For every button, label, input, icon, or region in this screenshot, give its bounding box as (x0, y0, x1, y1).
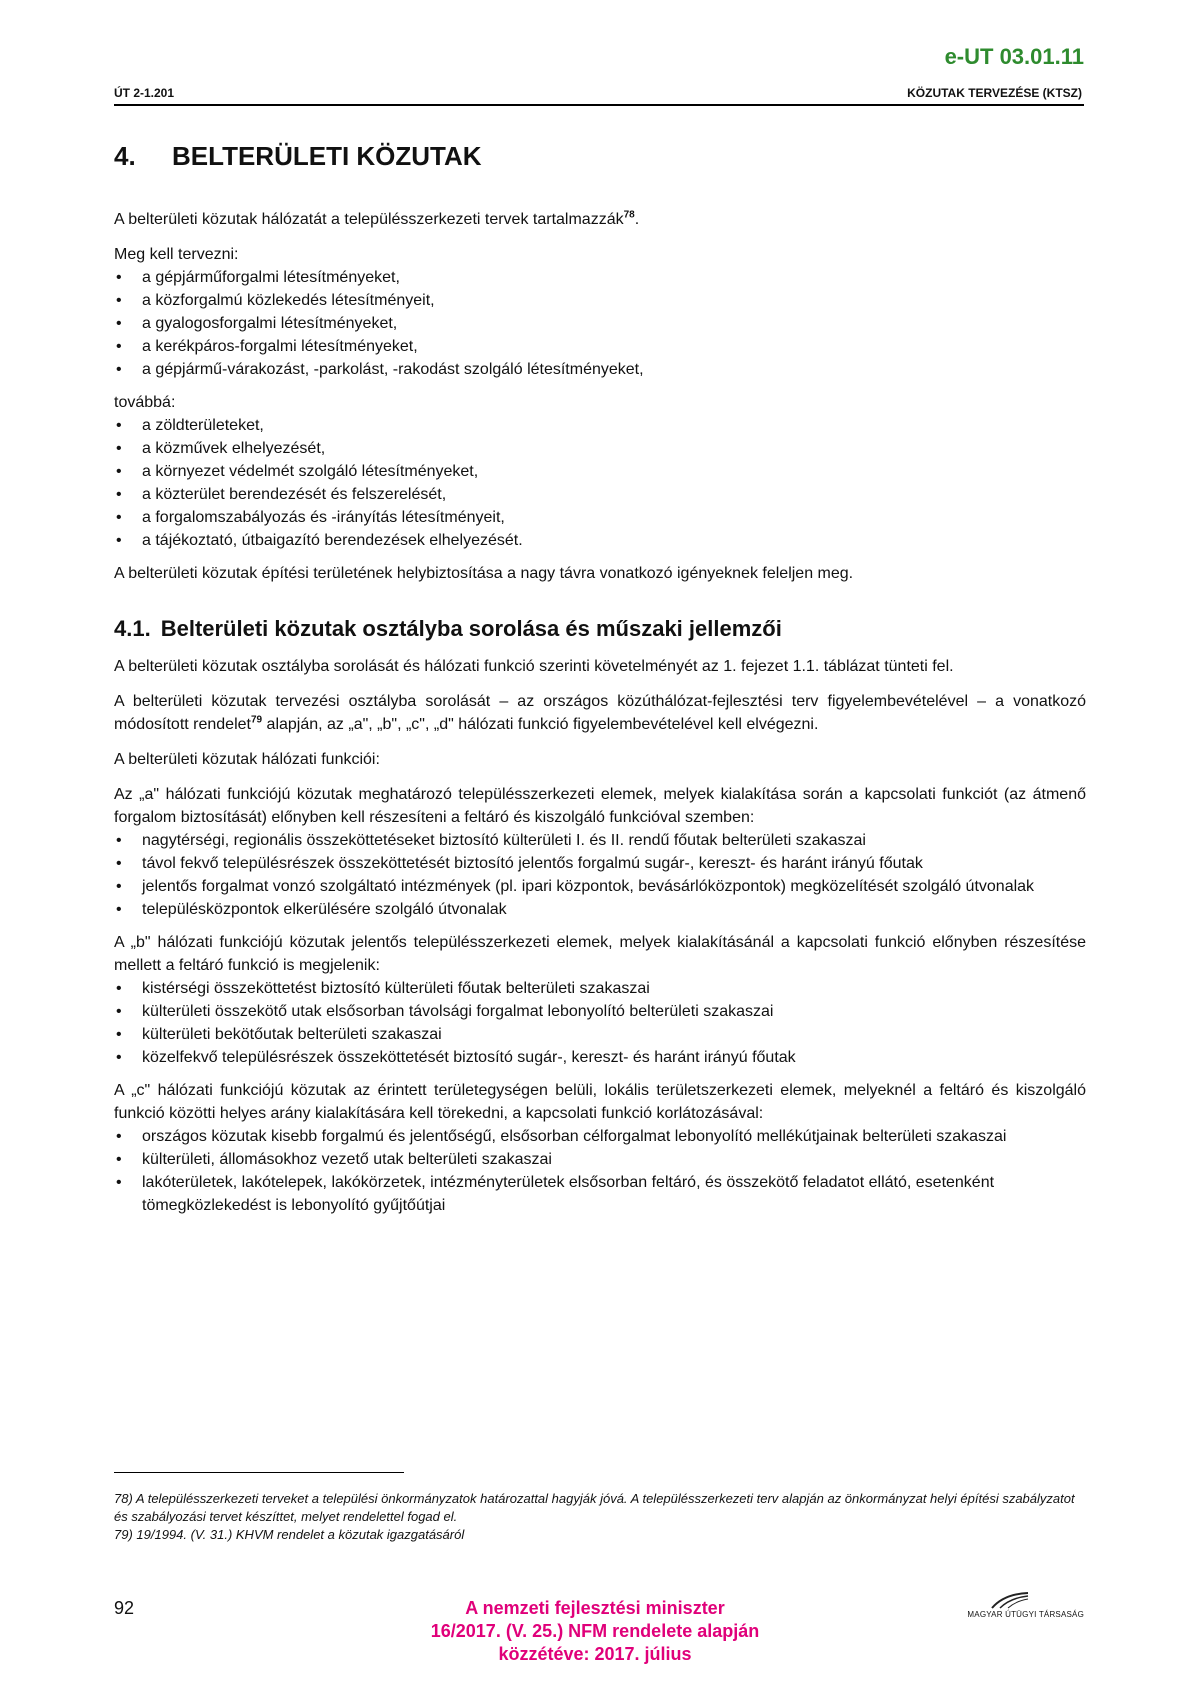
logo-text: MAGYAR ÚTÜGYI TÁRSASÁG (967, 1610, 1084, 1619)
list-item: • a gyalogosforgalmi létesítményeket, (114, 312, 1086, 335)
helybiztositas-paragraph: A belterületi közutak építési területének helybiztosítása a nagy távra vonatkozó igényeknek feleljen meg. (114, 565, 854, 582)
list-item: • a gépjárműforgalmi létesítményeket, (114, 266, 1086, 289)
list-item: • a környezet védelmét szolgáló létesítményeket, (114, 460, 1086, 483)
list-item: • a tájékoztató, útbaigazító berendezések elhelyezését. (114, 529, 1086, 552)
footnote-79: 79) 19/1994. (V. 31.) KHVM rendelet a közutak igazgatásáról (114, 1527, 465, 1542)
society-logo (934, 1590, 1084, 1626)
list-item: • a közforgalmú közlekedés létesítményeit, (114, 289, 1086, 312)
function-b-list (114, 977, 1086, 1069)
classification-paragraph: A belterületi közutak osztályba sorolását és hálózati funkció szerinti követelményét az 1. fejezet 1.1. táblázat tünteti fel. (114, 658, 954, 675)
publication-line-3: közzétéve: 2017. július (498, 1644, 692, 1664)
main-content (114, 140, 1086, 1227)
list-item: • a közterület berendezését és felszerelését, (114, 483, 1086, 506)
intro-text: A belterületi közutak hálózatát a településszerkezeti tervek tartalmazzák (114, 211, 624, 228)
publication-line-2: 16/2017. (V. 25.) NFM rendelete alapján (430, 1621, 760, 1641)
list-item: • településközpontok elkerülésére szolgáló útvonalak (114, 898, 1086, 921)
function-a-list (114, 829, 1086, 921)
list-item: • a zöldterületeket, (114, 414, 1086, 437)
page-number: 92 (114, 1598, 135, 1618)
list-item: • a kerékpáros-forgalmi létesítményeket, (114, 335, 1086, 358)
publication-line-1: A nemzeti fejlesztési miniszter (465, 1598, 725, 1618)
list-item: • jelentős forgalmat vonzó szolgáltató intézmények (pl. ipari központok, bevásárlóközpontok) megközelítését szolgáló útvonalak (114, 875, 1086, 898)
footnote-ref-78[interactable]: 78 (623, 209, 635, 221)
section-title: Belterületi közutak osztályba sorolása és műszaki jellemzői (160, 616, 782, 641)
network-functions-label: A belterületi közutak hálózati funkciói: (114, 751, 380, 768)
section-number: 4.1. (114, 616, 151, 641)
road-society-logo-icon (990, 1590, 1030, 1610)
list-item: • a forgalomszabályozás és -irányítás létesítményeit, (114, 506, 1086, 529)
footnote-ref-79[interactable]: 79 (250, 714, 263, 726)
footnote-separator (114, 1472, 404, 1473)
function-c-paragraph: A „c" hálózati funkciójú közutak az érintett területegységen belüli, lokális területszerkezeti elemek, melyeknél a feltáró és kiszolgáló funkció közötti helyes arány kialakítására kell törekedni, a kapcsolati funkció korlátozásával: (114, 1082, 1086, 1122)
list-item: • külterületi bekötőutak belterületi szakaszai (114, 1023, 1086, 1046)
meg-kell-list (114, 266, 1086, 381)
design-class-text: A belterületi közutak tervezési osztályba sorolását – az országos közúthálózat-fejlesztési terv figyelembevételével – a vonatkozó módosított rendelet (114, 693, 1086, 733)
list-item: • külterületi, állomásokhoz vezető utak belterületi szakaszai (114, 1148, 1086, 1171)
list-item: • közelfekvő településrészek összeköttetését biztosító sugár-, kereszt- és haránt irányú főutak (114, 1046, 1086, 1069)
list-item: • nagytérségi, regionális összeköttetéseket biztosító külterületi I. és II. rendű főutak belterületi szakaszai (114, 829, 1086, 852)
meg-kell-label: Meg kell tervezni: (114, 246, 239, 263)
document-code: e-UT 03.01.11 (944, 44, 1084, 69)
list-item: • lakóterületek, lakótelepek, lakókörzetek, intézményterületek elsősorban feltáró, és összekötő feladatot ellátó, esetenként tömegközlekedést is lebonyolító gyűjtőútjai (114, 1171, 1086, 1217)
footnote-78: 78) A településszerkezeti terveket a települési önkormányzatok határozattal hagyják jóvá. A településszerkezeti terv alapján az önkormányzat helyi építési szabályzatot és szabályozási tervet készíttet, melyet rendelettel fogad el. (114, 1491, 1075, 1524)
publication-note (360, 1597, 830, 1666)
section-heading (114, 615, 1086, 643)
list-item: • távol fekvő településrészek összeköttetését biztosító jelentős forgalmú sugár-, kereszt- és haránt irányú főutak (114, 852, 1086, 875)
function-a-paragraph: Az „a" hálózati funkciójú közutak meghatározó településszerkezeti elemek, melyek kialakítása során a kapcsolati funkciót (az átmenő forgalom biztosítását) előnyben kell részesíteni a feltáró és kiszolgáló funkcióval szemben: (114, 786, 1086, 826)
list-item: • országos közutak kisebb forgalmú és jelentőségű, elsősorban célforgalmat lebonyolító mellékútjainak belterületi szakaszai (114, 1125, 1086, 1148)
chapter-heading (114, 140, 1086, 172)
header-rule (114, 104, 1084, 106)
header-document-title: KÖZUTAK TERVEZÉSE (KTSZ) (907, 86, 1082, 100)
list-item: • a közművek elhelyezését, (114, 437, 1086, 460)
list-item: • kistérségi összeköttetést biztosító külterületi főutak belterületi szakaszai (114, 977, 1086, 1000)
design-class-paragraph (114, 690, 1086, 736)
intro-paragraph (114, 208, 1086, 231)
list-item: • külterületi összekötő utak elsősorban távolsági forgalmat lebonyolító belterületi szakaszai (114, 1000, 1086, 1023)
tovabba-list (114, 414, 1086, 552)
function-c-list (114, 1125, 1086, 1217)
list-item: • a gépjármű-várakozást, -parkolást, -rakodást szolgáló létesítményeket, (114, 358, 1086, 381)
chapter-title: BELTERÜLETI KÖZUTAK (172, 141, 482, 171)
tovabba-label: továbbá: (114, 394, 176, 411)
intro-end: . (634, 211, 640, 228)
design-class-text-end: alapján, az „a", „b", „c", „d" hálózati funkció figyelembevételével kell elvégezni. (262, 716, 819, 733)
function-b-paragraph: A „b" hálózati funkciójú közutak jelentős településszerkezeti elemek, melyek kialakításánál a kapcsolati funkció előnyben részesítése mellett a feltáró funkció is megjelenik: (114, 934, 1086, 974)
footnotes (114, 1490, 1084, 1544)
chapter-number: 4. (114, 141, 136, 171)
header-standard-id: ÚT 2-1.201 (114, 86, 175, 100)
